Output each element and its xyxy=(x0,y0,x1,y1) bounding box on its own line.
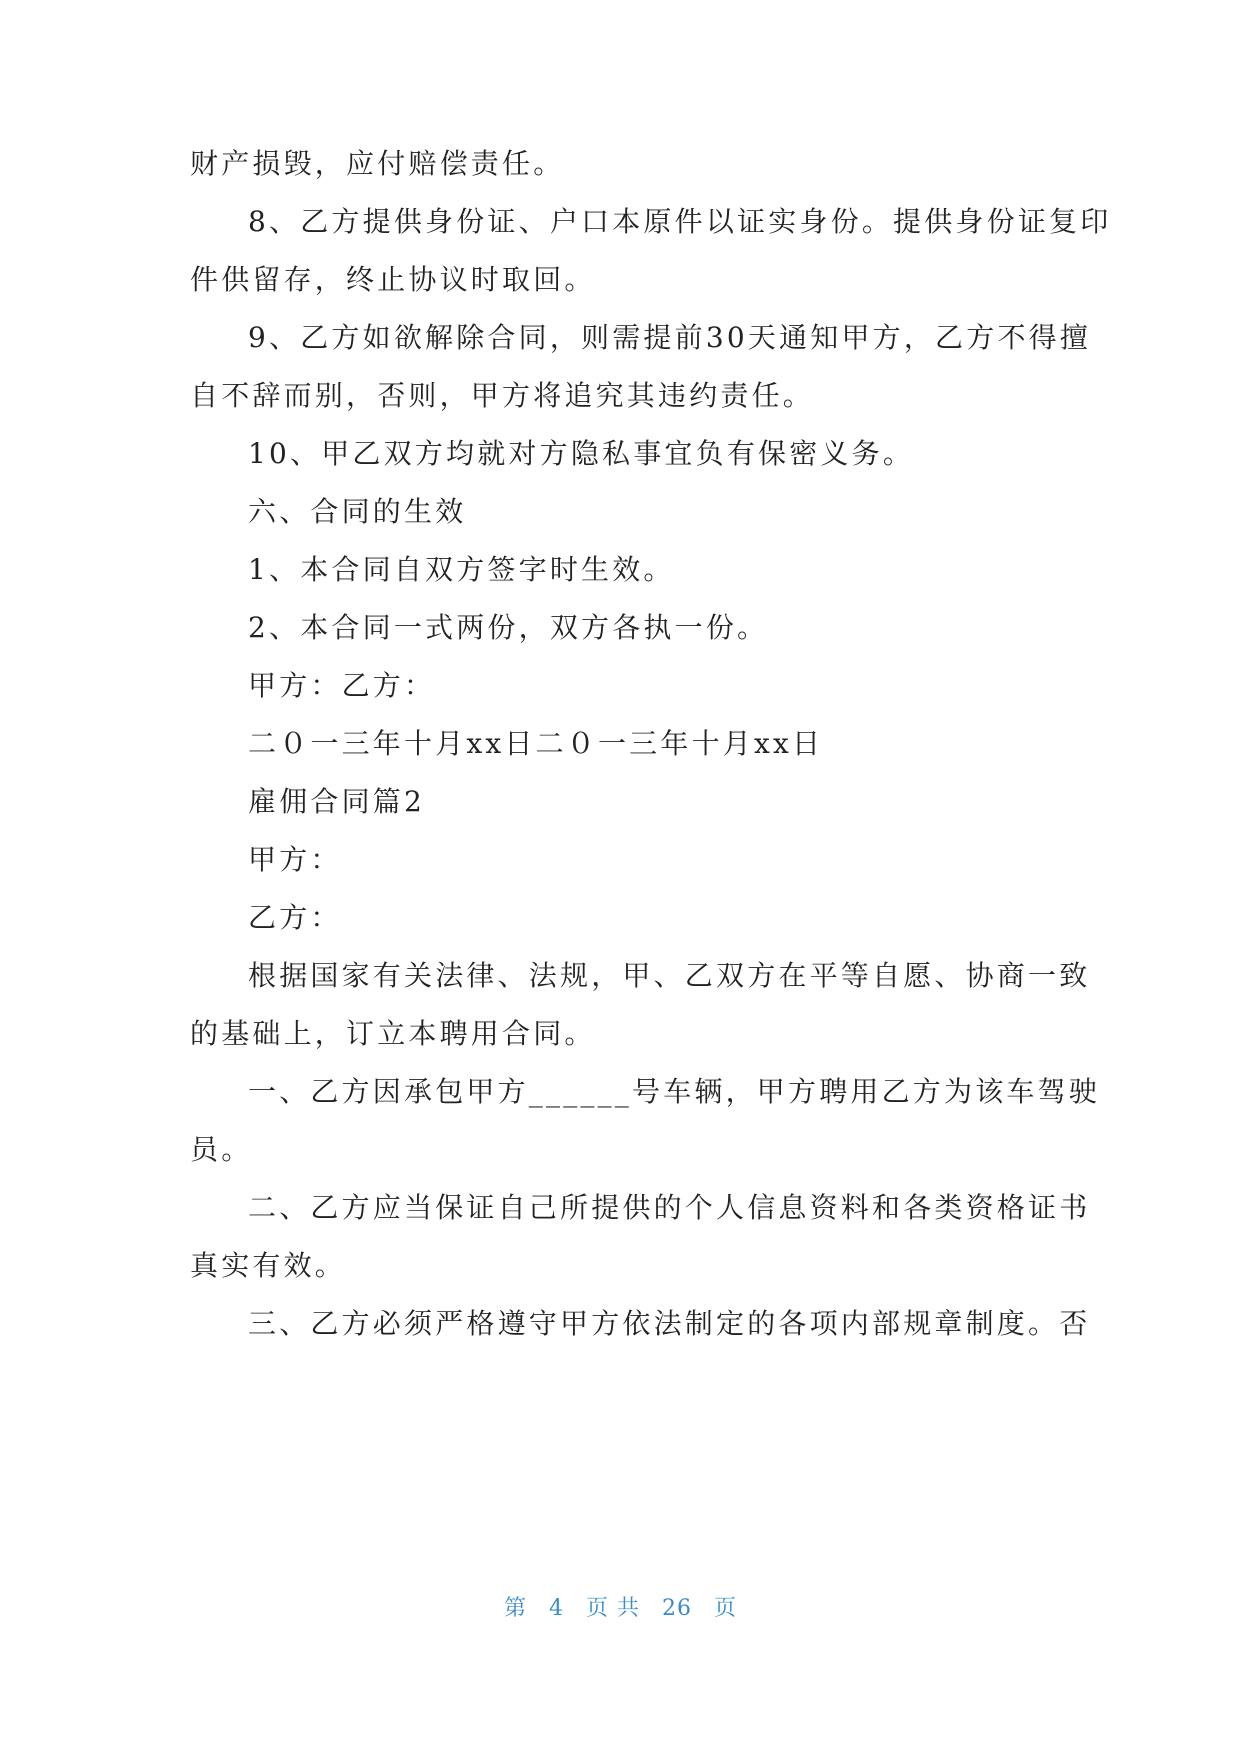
footer-middle: 页 共 xyxy=(586,1596,640,1621)
paragraph-line: 的基础上，订立本聘用合同。 xyxy=(190,1017,596,1050)
paragraph-line: 2、本合同一式两份，双方各执一份。 xyxy=(248,611,769,644)
paragraph-line: 10、甲乙双方均就对方隐私事宜负有保密义务。 xyxy=(248,437,915,470)
paragraph-line: 三、乙方必须严格遵守甲方依法制定的各项内部规章制度。否 xyxy=(248,1307,1091,1340)
paragraph-line: 根据国家有关法律、法规，甲、乙双方在平等自愿、协商一致 xyxy=(248,959,1091,992)
paragraph-line: 真实有效。 xyxy=(190,1249,347,1282)
party-b-line: 乙方： xyxy=(248,901,342,934)
footer-suffix: 页 xyxy=(714,1596,738,1621)
party-a-line: 甲方： xyxy=(248,843,342,876)
paragraph-line: 1、本合同自双方签字时生效。 xyxy=(248,553,675,586)
paragraph-line: 件供留存，终止协议时取回。 xyxy=(190,263,596,296)
page-footer xyxy=(0,1594,1241,1624)
document-title: 雇佣合同篇2 xyxy=(248,785,426,818)
paragraph-line: 二、乙方应当保证自己所提供的个人信息资料和各类资格证书 xyxy=(248,1191,1091,1224)
paragraph-line: 一、乙方因承包甲方______号车辆，甲方聘用乙方为该车驾驶 xyxy=(248,1075,1101,1108)
footer-page-number: 4 xyxy=(549,1596,564,1621)
date-line: 二０一三年十月xx日二０一三年十月xx日 xyxy=(248,727,824,760)
section-heading: 六、合同的生效 xyxy=(248,495,467,528)
paragraph-line: 自不辞而别，否则，甲方将追究其违约责任。 xyxy=(190,379,815,412)
footer-prefix: 第 xyxy=(503,1596,527,1621)
paragraph-line: 9、乙方如欲解除合同，则需提前30天通知甲方，乙方不得擅 xyxy=(248,321,1092,354)
signature-line: 甲方：乙方： xyxy=(248,669,436,702)
paragraph-line: 财产损毁，应付赔偿责任。 xyxy=(190,147,565,180)
paragraph-line: 员。 xyxy=(190,1133,253,1166)
paragraph-line: 8、乙方提供身份证、户口本原件以证实身份。提供身份证复印 xyxy=(248,205,1112,238)
footer-total-pages: 26 xyxy=(662,1596,692,1621)
